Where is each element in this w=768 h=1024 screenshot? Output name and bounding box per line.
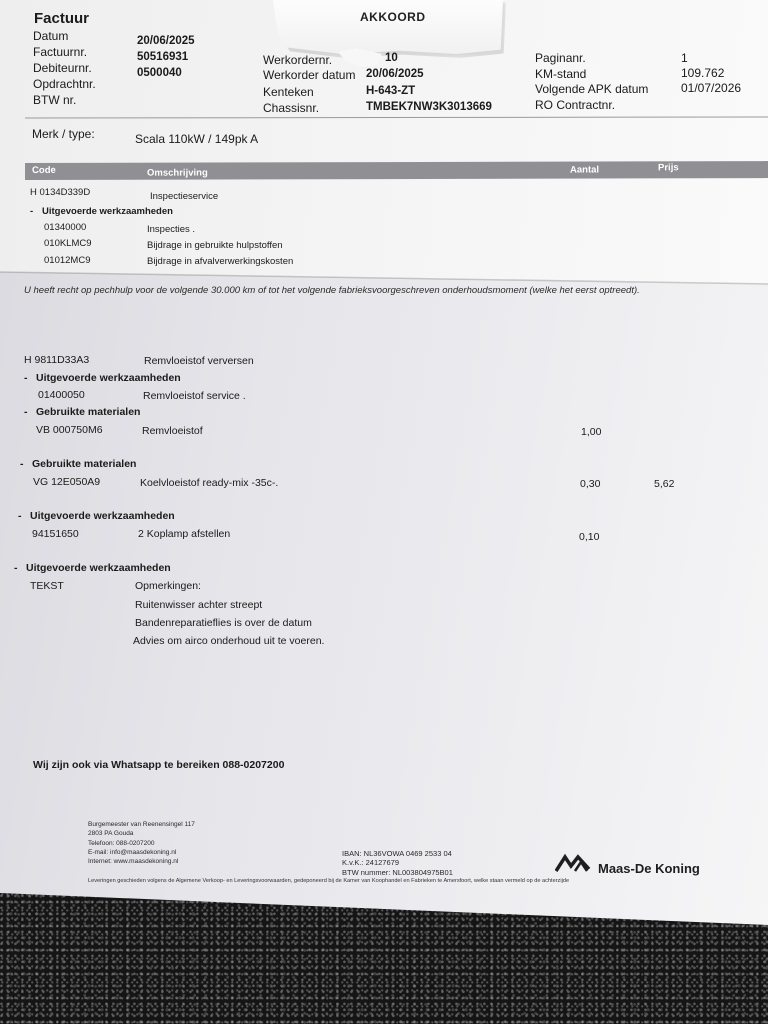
value-kenteken: H-643-ZT <box>366 85 416 97</box>
line-price: 5,62 <box>654 478 675 490</box>
value-debiteurnr: 0500040 <box>137 67 182 79</box>
footer-iban: IBAN: NL36VOWA 0469 2533 04 <box>342 849 452 858</box>
footer-phone: Telefoon: 088-0207200 <box>88 840 155 847</box>
line-code: 94151650 <box>32 528 79 540</box>
whatsapp-contact: Wij zijn ook via Whatsapp te bereiken 088-0207200 <box>33 759 285 771</box>
value-factuurnr: 50516931 <box>137 51 189 63</box>
label-btw-nr: BTW nr. <box>33 93 77 107</box>
value-chassisnr: TMBEK7NW3K3013669 <box>366 101 492 113</box>
line-code: VB 000750M6 <box>36 424 103 436</box>
col-prijs: Prijs <box>658 162 679 174</box>
value-paginanr: 1 <box>681 51 688 65</box>
line-code: TEKST <box>30 580 64 592</box>
line-quantity: 0,30 <box>580 478 601 490</box>
label-kenteken: Kenteken <box>263 85 314 99</box>
value-apk-datum: 01/07/2026 <box>681 81 742 95</box>
value-merk-type: Scala 110kW / 149pk A <box>135 132 259 146</box>
line-description: Remvloeistof verversen <box>144 355 254 367</box>
document-title: Factuur <box>34 10 90 27</box>
line-description: Opmerkingen: <box>135 580 201 592</box>
section-heading: - Uitgevoerde werkzaamheden <box>30 206 173 217</box>
line-description: Bijdrage in gebruikte hulpstoffen <box>147 240 283 251</box>
col-omschrijving: Omschrijving <box>147 167 208 179</box>
remark-line: Bandenreparatieflies is over de datum <box>135 617 312 629</box>
section-heading: - Uitgevoerde werkzaamheden <box>24 372 181 384</box>
line-code: 01012MC9 <box>44 255 91 266</box>
line-description: Bijdrage in afvalverwerkingskosten <box>147 256 294 267</box>
line-code: H 0134D339D <box>30 187 91 198</box>
label-werkordernr: Werkordernr. <box>263 53 333 67</box>
table-header <box>25 161 768 180</box>
label-opdrachtnr: Opdrachtnr. <box>33 77 96 91</box>
value-werkordernr: 10 <box>385 52 398 64</box>
value-km-stand: 109.762 <box>681 66 725 80</box>
line-description: Remvloeistof <box>142 425 203 437</box>
label-werkorder-datum: Werkorder datum <box>263 68 356 82</box>
footer-email: E-mail: info@maasdekoning.nl <box>88 849 177 856</box>
value-datum: 20/06/2025 <box>137 35 195 47</box>
footer-address: 2803 PA Gouda <box>88 830 134 837</box>
line-code: 01340000 <box>44 222 87 233</box>
roadside-assistance-note: U heeft recht op pechhulp voor de volgende 30.000 km of tot het volgende fabrieksvoorgeschreven onderhoudsmoment (welke het eerst optreedt). <box>24 285 640 296</box>
label-apk-datum: Volgende APK datum <box>535 82 649 96</box>
label-factuurnr: Factuurnr. <box>33 45 88 59</box>
sticker-label: AKKOORD <box>360 10 426 24</box>
remark-line: Ruitenwisser achter streept <box>135 599 263 611</box>
line-description: Inspecties . <box>147 224 196 235</box>
remark-line: Advies om airco onderhoud uit te voeren. <box>133 635 325 647</box>
line-description: Koelvloeistof ready-mix -35c-. <box>140 477 279 489</box>
footer-kvk: K.v.K.: 24127679 <box>342 858 399 867</box>
section-heading: - Gebruikte materialen <box>20 458 137 470</box>
section-heading: - Gebruikte materialen <box>24 406 141 418</box>
line-code: VG 12E050A9 <box>33 476 101 488</box>
approval-sticker <box>273 0 503 54</box>
label-debiteurnr: Debiteurnr. <box>33 61 92 75</box>
line-quantity: 1,00 <box>581 426 602 438</box>
label-km-stand: KM-stand <box>535 67 587 81</box>
value-werkorder-datum: 20/06/2025 <box>366 68 424 80</box>
section-heading: - Uitgevoerde werkzaamheden <box>18 510 175 522</box>
line-description: Inspectieservice <box>150 191 219 202</box>
footer-btw: BTW nummer: NL003804975B01 <box>342 868 453 877</box>
col-code: Code <box>32 164 56 176</box>
line-description: 2 Koplamp afstellen <box>138 528 231 540</box>
footer-website: Internet: www.maasdekoning.nl <box>88 858 179 865</box>
label-paginanr: Paginanr. <box>535 51 586 65</box>
line-code: 01400050 <box>38 389 85 401</box>
header-divider <box>25 117 768 118</box>
terms-line: Leveringen geschieden volgens de Algemene Verkoop- en Leveringsvoorwaarden, gedeponeerd bij de Kamer van Koophandel en Fabrieken te Amersfoort, welke staan vermeld op de achterzijde <box>88 878 570 884</box>
maas-de-koning-logo-icon <box>555 853 593 873</box>
line-quantity: 0,10 <box>579 531 600 543</box>
line-code: 010KLMC9 <box>44 238 92 249</box>
footer-address: Burgemeester van Reenensingel 117 <box>88 821 195 828</box>
line-code: H 9811D33A3 <box>24 354 90 366</box>
brand-name: Maas-De Koning <box>598 861 700 876</box>
label-datum: Datum <box>33 29 69 43</box>
col-aantal: Aantal <box>570 164 600 176</box>
section-heading: - Uitgevoerde werkzaamheden <box>14 562 171 574</box>
label-chassisnr: Chassisnr. <box>263 101 320 115</box>
label-ro-contractnr: RO Contractnr. <box>535 98 616 112</box>
line-description: Remvloeistof service . <box>143 390 246 402</box>
label-merk-type: Merk / type: <box>32 127 95 141</box>
